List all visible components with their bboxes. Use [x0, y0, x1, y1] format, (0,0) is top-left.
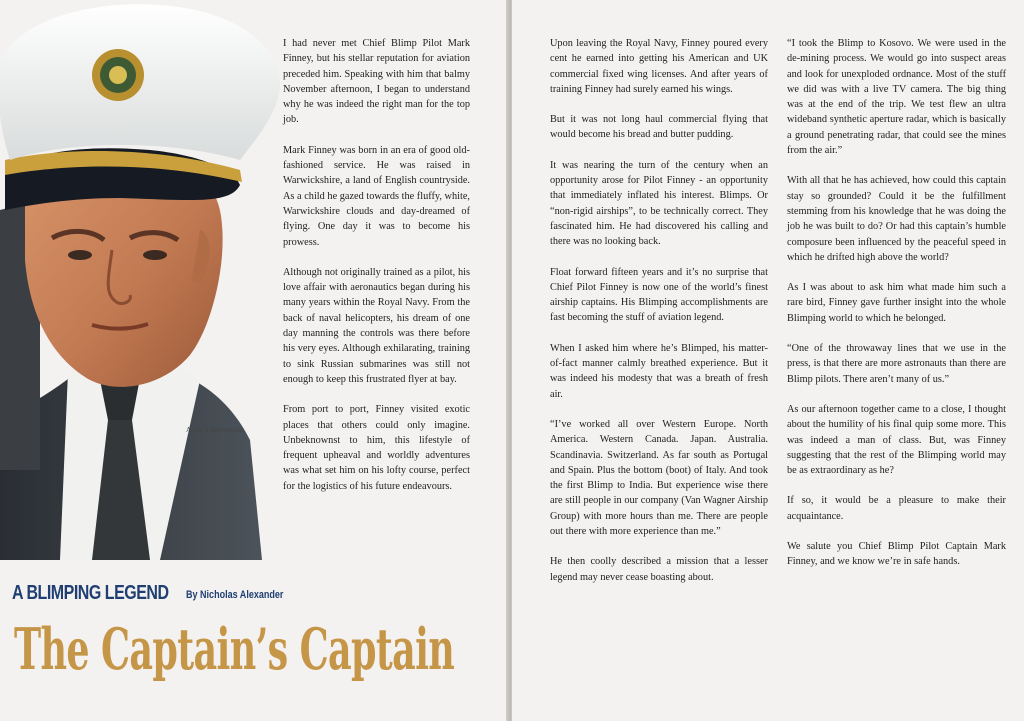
- paragraph: Although not originally trained as a pilot, his love affair with aeronautics began during his many years within the Royal Navy. From the back of naval helicopters, his dream of one day manning the controls was there before his very eyes. Although exhilarating, training to sink Russian submarines was still not enough to keep this frustrated flyer at bay.: [283, 266, 470, 385]
- left-page: [0, 0, 508, 721]
- paragraph: I had never met Chief Blimp Pilot Mark Finney, but his stellar reputation for aviation preceded him. Speaking with him that balmy November afternoon, I began to understand why he was indeed the right man for the top job.: [283, 38, 470, 126]
- paragraph: It was nearing the turn of the century when an opportunity arose for Pilot Finney - an opportunity that immediately inflated his interest. Blimps. Or “non-rigid airships”, to be technically correct. They fascinated him. He had discovered his calling and there was no looking back.: [550, 159, 768, 248]
- paragraph: Upon leaving the Royal Navy, Finney poured every cent he earned into getting his American and UK commercial fixed wing licenses. And after years of training Finney had surely earned his wings.: [550, 38, 768, 95]
- article-column-2: [550, 36, 768, 600]
- paragraph: From port to port, Finney visited exotic places that others could only imagine. Unbeknownst to him, this lifestyle of frequent upheaval and worldly adventures was what set him on his lofty course, perfect for the logistics of his future endeavours.: [283, 404, 470, 492]
- image-caption: Artist’s impression: [186, 426, 243, 434]
- paragraph: Float forward fifteen years and it’s no surprise that Chief Pilot Finney is now one of the world’s finest airship captains. His Blimping accomplishments are fast becoming the stuff of aviation legend.: [550, 266, 768, 324]
- paragraph: We salute you Chief Blimp Pilot Captain Mark Finney, and we know we’re in safe hands.: [787, 541, 1006, 568]
- paragraph: Mark Finney was born in an era of good old-fashioned service. He was raised in Warwickshire, a land of English countryside. As a child he gazed towards the fluffy, white, Warwickshire clouds and day-dreamed of flying. One day it was to become his prowess.: [283, 144, 470, 248]
- paragraph: As our afternoon together came to a close, I thought about the humility of his final quip some more. This was indeed a man of class. But, was Finney suggesting that the rest of the Blimping world may be as extraordinary as he?: [787, 403, 1006, 477]
- paragraph: He then coolly described a mission that a lesser legend may never cease boasting about.: [550, 556, 768, 583]
- captain-portrait: [0, 0, 290, 560]
- byline: By Nicholas Alexander: [186, 589, 284, 601]
- article-column-3: [787, 36, 1006, 585]
- headline: The Captain’s Captain: [14, 616, 455, 683]
- paragraph: As I was about to ask him what made him such a rare bird, Finney gave further insight into the whole Blimping world to which he belonged.: [787, 282, 1006, 324]
- paragraph: “I took the Blimp to Kosovo. We were used in the de-mining process. We would go into suspect areas and look for unexploded ordnance. Most of the stuff we did was with a live TV camera. The big thing was at the end of the trip. We test flew an ultra wideband synthetic aperture radar, which is basically a ground penetrating radar, that could see the mines from the air.”: [787, 38, 1006, 157]
- kicker-title: A BLIMPING LEGEND: [12, 582, 169, 604]
- paragraph: “One of the throwaway lines that we use in the press, is that there are more astronauts than there are Blimp pilots. There aren’t many of us.”: [787, 343, 1006, 385]
- article-kicker: [12, 582, 284, 605]
- paragraph: If so, it would be a pleasure to make their acquaintance.: [787, 495, 1006, 522]
- article-column-1: [283, 36, 470, 509]
- paragraph: “I’ve worked all over Western Europe. North America. Western Canada. Japan. Australia. Scandinavia. Switzerland. As far south as Portugal and Spain. Plus the bottom (boot) of Italy. And took the first Blimp to India. But experience wise there are still people in our company (Van Wagner Airship Group) with more hours than me. There are people out there with more experience than me.”: [550, 418, 768, 538]
- paragraph: But it was not long haul commercial flying that would become his bread and butter pudding.: [550, 114, 768, 141]
- paragraph: With all that he has achieved, how could this captain stay so grounded? Could it be the fulfillment stemming from his knowledge that he was doing the job he was built to do? Or had this captain’s humble composure been influenced by the peaceful speed in which he drifted high above the world?: [787, 175, 1006, 263]
- paragraph: When I asked him where he’s Blimped, his matter-of-fact manner calmly breathed experience. But it was indeed his modesty that was a breath of fresh air.: [550, 342, 768, 400]
